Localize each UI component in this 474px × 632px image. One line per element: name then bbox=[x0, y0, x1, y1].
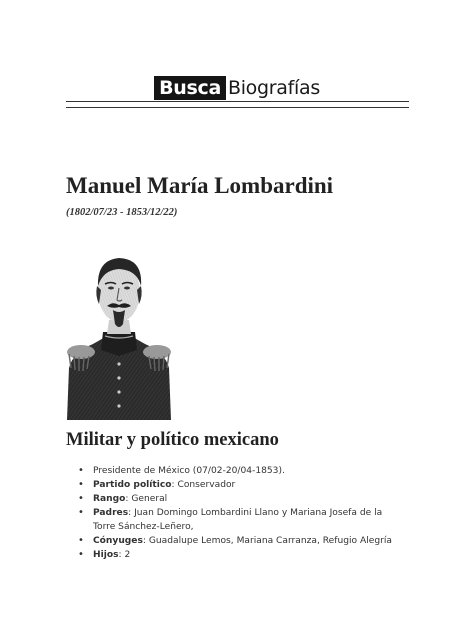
fact-label: Rango bbox=[93, 494, 126, 504]
fact-value: : Juan Domingo Lombardini Llano y Mariana Josefa de la Torre Sánchez-Leñero, bbox=[93, 508, 383, 532]
list-item bbox=[66, 534, 406, 548]
page-title: Manuel María Lombardini bbox=[66, 173, 334, 198]
fact-label: Hijos bbox=[93, 550, 119, 560]
site-header bbox=[0, 76, 474, 100]
fact-value: Presidente de México (07/02-20/04-1853). bbox=[93, 466, 285, 476]
list-item bbox=[66, 506, 406, 534]
header-rule-top bbox=[66, 101, 409, 102]
portrait-image bbox=[63, 240, 175, 420]
list-item bbox=[66, 464, 406, 478]
fact-value: : Conservador bbox=[171, 480, 236, 490]
fact-label: Partido político bbox=[93, 480, 172, 490]
logo-biografias: Biografías bbox=[227, 77, 320, 99]
list-item bbox=[66, 492, 406, 506]
fact-value: : Guadalupe Lemos, Mariana Carranza, Refugio Alegría bbox=[142, 536, 392, 546]
logo-busca: Busca bbox=[154, 76, 226, 100]
fact-value: : 2 bbox=[118, 550, 131, 560]
list-item bbox=[66, 478, 406, 492]
fact-label: Cónyuges bbox=[93, 536, 143, 546]
fact-label: Padres bbox=[93, 508, 129, 518]
header-rule-bottom bbox=[66, 107, 409, 108]
section-heading: Militar y político mexicano bbox=[66, 430, 279, 450]
list-item bbox=[66, 548, 406, 562]
facts-list bbox=[66, 464, 406, 562]
buscabiografias-logo[interactable] bbox=[154, 76, 320, 100]
life-dates: (1802/07/23 - 1853/12/22) bbox=[66, 207, 178, 218]
fact-value: : General bbox=[125, 494, 168, 504]
